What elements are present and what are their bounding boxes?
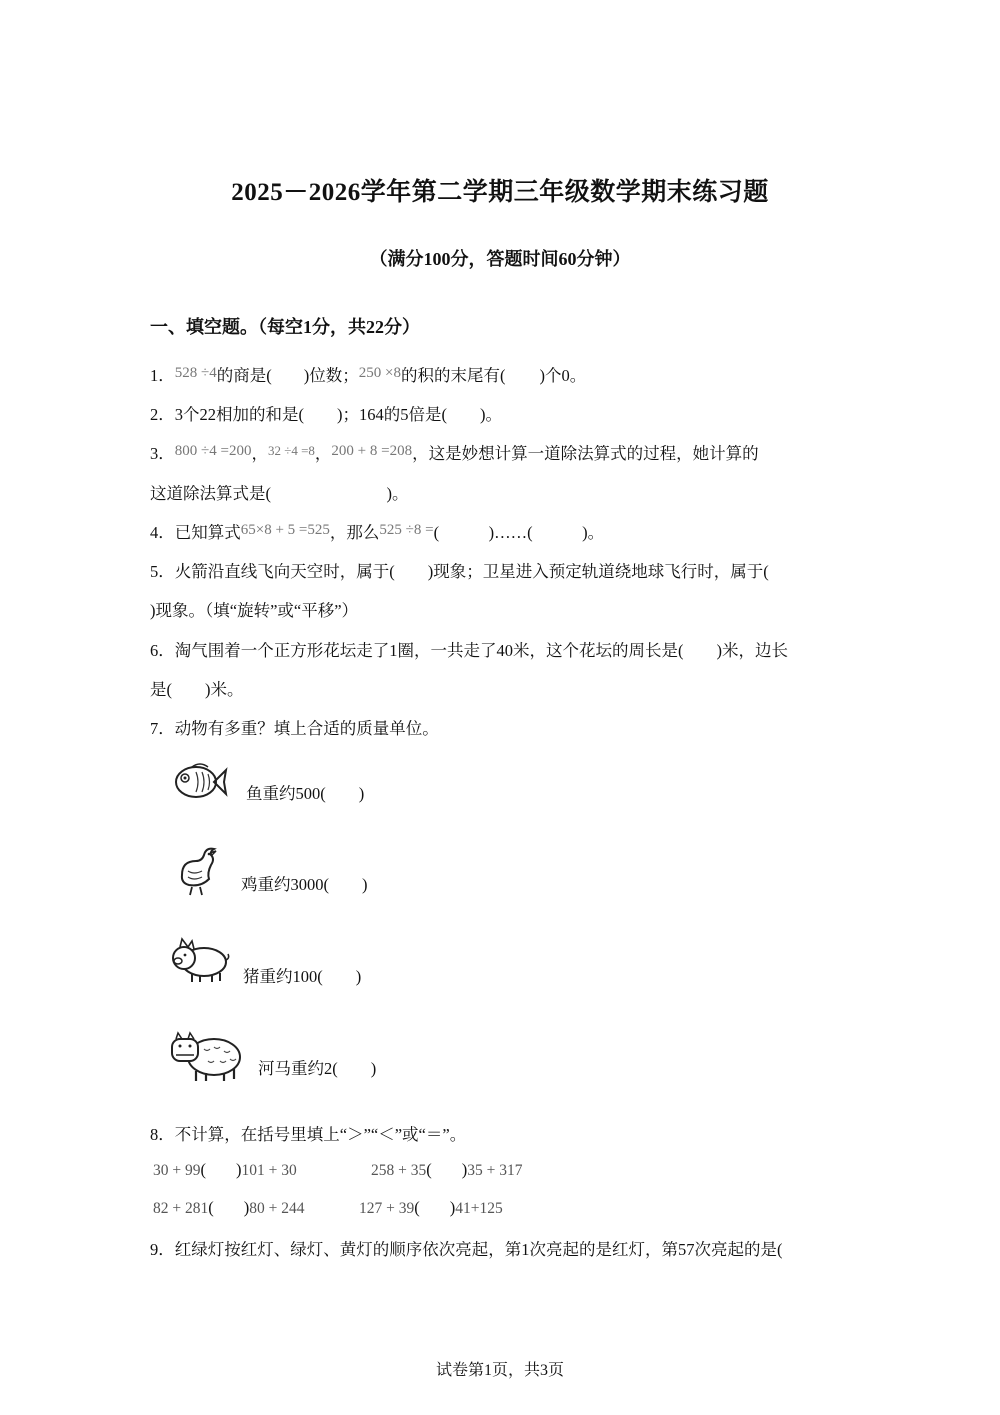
pig-icon <box>170 936 230 984</box>
paren: ) <box>243 1198 250 1217</box>
math-expression: 65×8 + 5 =525 <box>240 522 330 538</box>
paren: ) <box>461 1160 468 1179</box>
math-expression: 41+125 <box>455 1200 503 1217</box>
math-expression: 127 + 39 <box>359 1200 415 1217</box>
fish-icon <box>172 758 228 806</box>
question-text: ，那么 <box>329 523 380 542</box>
question-text: 的商是( <box>216 366 272 385</box>
animal-label-hippo: 河马重约2( ) <box>258 1059 377 1078</box>
math-expression: 250 ×8 <box>358 365 401 381</box>
math-expression: 800 ÷4 =200 <box>174 443 252 459</box>
page-subtitle: （满分100分，答题时间60分钟） <box>369 249 631 269</box>
math-expression: 200 + 8 =208 <box>331 443 413 459</box>
question-8: 8．不计算，在括号里填上“＞”“＜”或“＝”。 <box>150 1125 467 1144</box>
page-footer: 试卷第1页，共3页 <box>435 1362 564 1379</box>
question-text: 的积的末尾有( <box>400 366 506 385</box>
animal-label-chicken: 鸡重约3000( ) <box>241 875 368 894</box>
math-expression: 528 ÷4 <box>174 365 217 381</box>
hippo-icon <box>170 1029 242 1085</box>
paren: ( <box>200 1160 206 1179</box>
math-expression: 82 + 281 <box>153 1200 209 1217</box>
question-1 <box>150 366 586 387</box>
compare-item <box>359 1198 503 1219</box>
question-3-line-2: 这道除法算式是( )。 <box>150 484 409 503</box>
question-4 <box>150 523 604 544</box>
paren: ) <box>449 1198 456 1217</box>
math-expression: 32 ÷4 =8 <box>267 443 315 458</box>
compare-item <box>371 1160 523 1181</box>
question-text: ， <box>314 444 332 463</box>
question-6: 6．淘气围着一个正方形花坛走了1圈，一共走了40米，这个花坛的周长是( )米，边长 <box>150 641 788 660</box>
paren: ( <box>414 1198 420 1217</box>
question-text: ， <box>251 444 268 463</box>
question-number: 3． <box>150 444 175 463</box>
question-number: 1． <box>150 366 175 385</box>
question-text: )位数； <box>303 366 359 385</box>
question-9: 9．红绿灯按红灯、绿灯、黄灯的顺序依次亮起，第1次亮起的是红灯，第57次亮起的是( <box>150 1240 783 1259</box>
question-2: 2．3个22相加的和是( )；164的5倍是( )。 <box>150 405 502 424</box>
question-text: ，这是妙想计算一道除法算式的过程，她计算的 <box>412 444 759 463</box>
math-expression: 101 + 30 <box>241 1162 297 1179</box>
math-expression: 525 ÷8 = <box>379 522 434 538</box>
question-5: 5．火箭沿直线飞向天空时，属于( )现象；卫星进入预定轨道绕地球飞行时，属于( <box>150 562 769 581</box>
animal-label-pig: 猪重约100( ) <box>243 967 362 986</box>
compare-item <box>153 1198 305 1219</box>
section-heading: 一、填空题。（每空1分，共22分） <box>150 317 420 337</box>
question-text: 4．已知算式 <box>150 523 241 542</box>
question-6-line-2: 是( )米。 <box>150 680 244 699</box>
math-expression: 80 + 244 <box>249 1200 305 1217</box>
math-expression: 30 + 99 <box>153 1162 201 1179</box>
question-7: 7．动物有多重？填上合适的质量单位。 <box>150 719 439 738</box>
compare-item <box>153 1160 297 1181</box>
question-3 <box>150 444 759 465</box>
question-5-line-2: )现象。（填“旋转”或“平移”） <box>150 601 359 620</box>
chicken-icon <box>174 845 222 899</box>
question-text: ( )……( )。 <box>433 523 605 542</box>
page-title: 2025－2026学年第二学期三年级数学期末练习题 <box>231 179 769 206</box>
math-expression: 258 + 35 <box>371 1162 427 1179</box>
paren: ) <box>236 1160 242 1179</box>
math-expression: 35 + 317 <box>467 1162 523 1179</box>
question-text: )个0。 <box>539 366 587 385</box>
paren: ( <box>426 1160 432 1179</box>
paren: ( <box>208 1198 214 1217</box>
animal-label-fish: 鱼重约500( ) <box>246 784 365 803</box>
